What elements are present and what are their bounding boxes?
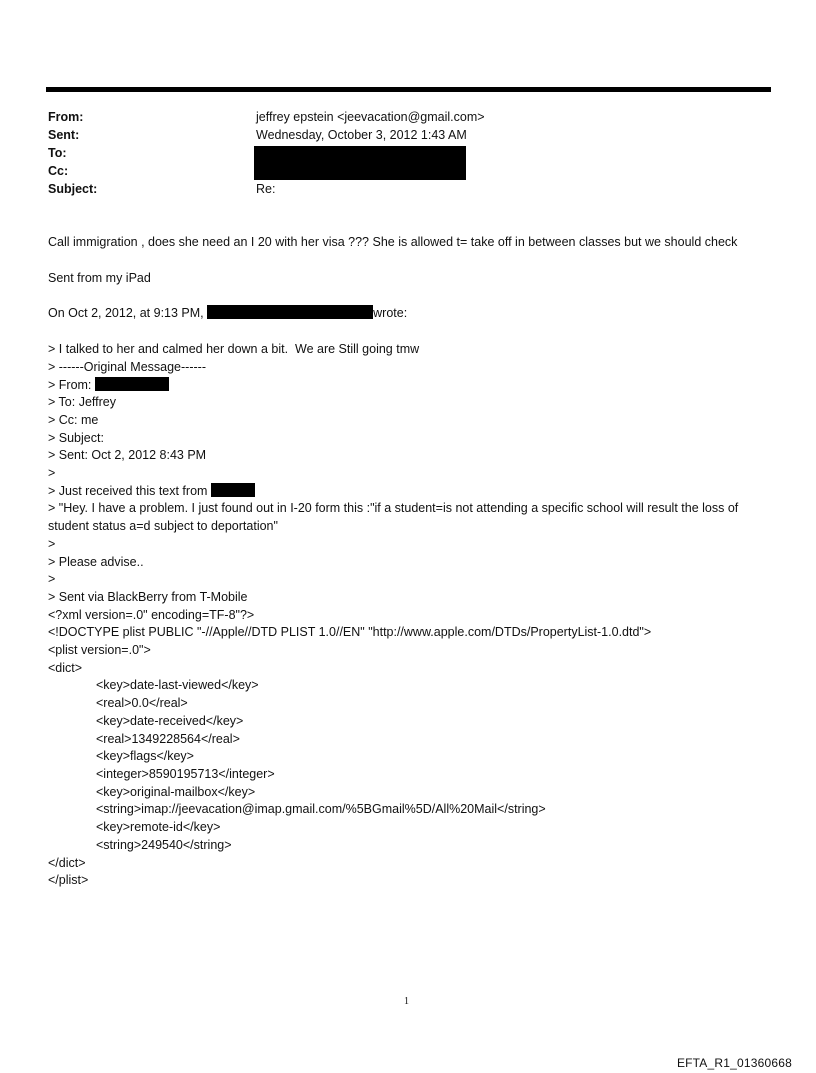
xml-line: <!DOCTYPE plist PUBLIC "-//Apple//DTD PLIST 1.0//EN" "http://www.apple.com/DTDs/PropertyList-1.0.dtd"> bbox=[48, 625, 652, 640]
sent-value: Wednesday, October 3, 2012 1:43 AM bbox=[256, 128, 467, 142]
quoted-line: > Please advise.. bbox=[48, 554, 144, 569]
xml-line: <real>0.0</real> bbox=[96, 696, 188, 711]
xml-line: <dict> bbox=[48, 660, 83, 675]
subject-label: Subject: bbox=[48, 182, 98, 196]
xml-line: <string>imap://jeevacation@imap.gmail.com/%5BGmail%5D/All%20Mail</string> bbox=[96, 802, 546, 817]
quoted-line: > bbox=[48, 572, 56, 587]
page-number: 1 bbox=[404, 996, 409, 1007]
bates-id: EFTA_R1_01360668 bbox=[676, 1056, 792, 1070]
xml-line: <?xml version=.0" encoding=TF-8"?> bbox=[48, 607, 255, 622]
from-value: jeffrey epstein <jeevacation@gmail.com> bbox=[256, 110, 485, 124]
redaction-block bbox=[254, 146, 466, 180]
quoted-line: > Sent: Oct 2, 2012 8:43 PM bbox=[48, 448, 207, 463]
quoted-line: > bbox=[48, 466, 56, 481]
subject-value: Re: bbox=[256, 182, 276, 196]
quoted-line: > Subject: bbox=[48, 430, 104, 445]
signature: Sent from my iPad bbox=[48, 270, 151, 285]
quoted-line: > I talked to her and calmed her down a bit. We are Still going tmw bbox=[48, 342, 420, 357]
email-body bbox=[48, 234, 773, 890]
xml-line: <key>date-received</key> bbox=[96, 713, 244, 728]
xml-line: <key>original-mailbox</key> bbox=[96, 784, 256, 799]
xml-line: <real>1349228564</real> bbox=[96, 731, 240, 746]
quoted-line: > "Hey. I have a problem. I just found out in I-20 form this :"if a student=is not attending a specific school will result the loss of student status a=d subject to deportation" bbox=[48, 501, 739, 534]
reply-attribution bbox=[48, 305, 773, 323]
reply-suffix: wrote: bbox=[373, 306, 408, 321]
cc-label: Cc: bbox=[48, 164, 69, 178]
xml-line: <key>remote-id</key> bbox=[96, 820, 221, 835]
quoted-line: > ------Original Message------ bbox=[48, 359, 206, 374]
quoted-line: > To: Jeffrey bbox=[48, 395, 116, 410]
message-text: Call immigration , does she need an I 20 with her visa ??? She is allowed t= take off in between classes but we should check bbox=[48, 235, 738, 249]
redaction-inline bbox=[95, 377, 169, 391]
to-label: To: bbox=[48, 146, 67, 160]
quoted-line: > Cc: me bbox=[48, 412, 99, 427]
quoted-line: > Just received this text from bbox=[48, 483, 773, 501]
xml-line: </plist> bbox=[48, 873, 89, 888]
xml-line: <string>249540</string> bbox=[96, 837, 232, 852]
xml-line: <key>date-last-viewed</key> bbox=[96, 678, 259, 693]
redaction-inline bbox=[211, 483, 255, 497]
xml-line: </dict> bbox=[48, 855, 86, 870]
xml-line: <key>flags</key> bbox=[96, 749, 194, 764]
quoted-line: > bbox=[48, 536, 56, 551]
from-label: From: bbox=[48, 110, 84, 124]
quoted-line: > From: bbox=[48, 377, 773, 395]
xml-line: <plist version=.0"> bbox=[48, 643, 151, 658]
sent-label: Sent: bbox=[48, 128, 80, 142]
redaction-inline bbox=[207, 305, 373, 319]
header-rule bbox=[46, 87, 771, 92]
reply-prefix: On Oct 2, 2012, at 9:13 PM, bbox=[48, 306, 208, 321]
quoted-line: > Sent via BlackBerry from T-Mobile bbox=[48, 589, 248, 604]
xml-line: <integer>8590195713</integer> bbox=[96, 766, 275, 781]
